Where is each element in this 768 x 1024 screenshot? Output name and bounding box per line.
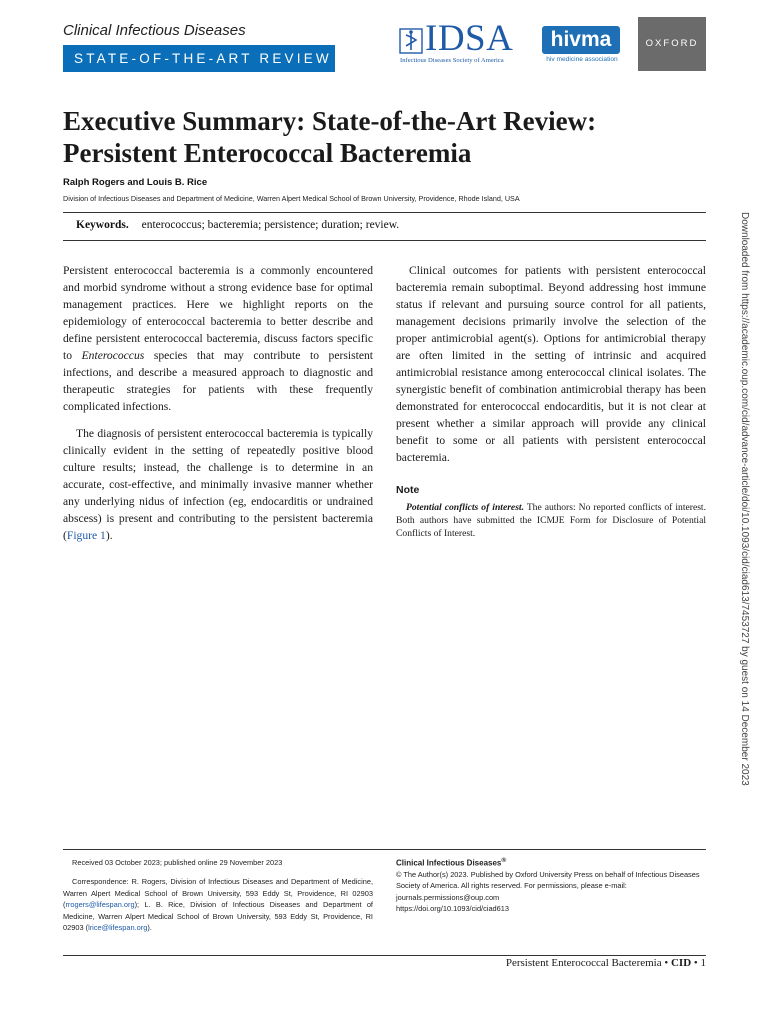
article-affiliation: Division of Infectious Diseases and Department of Medicine, Warren Alpert Medical School of Brown University, Providence, Rhode Island, USA: [63, 194, 520, 203]
footer-right: [396, 855, 706, 915]
figure-1-link[interactable]: Figure 1: [66, 529, 106, 542]
note-body: [396, 501, 706, 540]
running-foot-separator-2: •: [693, 957, 698, 969]
note-label: Potential conflicts of interest.: [406, 502, 524, 513]
idsa-logo-text: IDSA: [425, 18, 514, 59]
paragraph-2-text-a: The diagnosis of persistent enterococcal bacteremia is typically clinically evident in the setting of repeatedly positive blood culture results; instead, the challenge is to determine in an accurate, cost-effective, and minimally invasive manner whether any underlying nidus of infection (eg, endocarditis or undrained abscess) is present and contributing to the persistent bacteremia (: [63, 427, 373, 542]
paragraph-1-text-a: Persistent enterococcal bacteremia is a commonly encountered and morbid syndrome without a strong evidence base for optimal management practices. Here we highlight reports on the epidemiology of enterococcal bacteremia to better describe and define persistent enterococcal bacteremia, discuss factors specific to: [63, 264, 373, 362]
hivma-logo: [542, 26, 624, 66]
note-heading: Note: [396, 484, 420, 496]
page-number: 1: [700, 957, 706, 969]
paragraph-3: Clinical outcomes for patients with persistent enterococcal bacteremia remain suboptimal. Beyond addressing host immune status if relevant and pursuing source control for all patients, management decisions primarily involve the selection of the proper antimicrobial agent(s). Options for antimicrobial therapy are often limited in the setting of intrinsic and acquired antimicrobial resistance among enterococcal clinical isolates. The synergistic benefit of combination antimicrobial therapy has been demonstrated for enterococcal endocarditis, but it is not clear at present whether a similar approach will provide any clinical benefit to some or all patients with persistent enterococcal bacteremia.: [396, 264, 706, 464]
hivma-logo-text: hivma: [542, 26, 620, 54]
correspondence: [63, 876, 373, 933]
correspondence-text-c: ).: [147, 923, 152, 933]
paragraph-1-genus: Enterococcus: [81, 349, 145, 362]
running-foot-rule: [63, 955, 706, 956]
copyright-text: © The Author(s) 2023. Published by Oxford University Press on behalf of Infectious Diseases Society of America. All rights reserved. For permissions, please e-mail: journals.permissions@oup.com: [396, 870, 700, 902]
email-link-rogers[interactable]: rrogers@lifespan.org: [65, 900, 135, 910]
journal-name: Clinical Infectious Diseases: [63, 22, 246, 39]
keywords-line: [76, 219, 399, 231]
doi-text[interactable]: https://doi.org/10.1093/cid/ciad613: [396, 904, 509, 914]
email-link-rice[interactable]: lrice@lifespan.org: [88, 923, 148, 933]
footer-left: [63, 857, 373, 933]
download-watermark-text: Downloaded from https://academic.oup.com/cid/advance-article/doi/10.1093/cid/ciad613/7453727 by guest on 14 December 2023: [739, 212, 750, 786]
oxford-logo: OXFORD: [638, 17, 706, 71]
running-foot-separator-1: •: [664, 957, 669, 969]
paragraph-1-text-b: species that may contribute to persistent infections, and describe a measured approach to diagnostic and therapeutic strategies for patients with these frequently complicated infections.: [63, 349, 373, 413]
running-foot: [506, 957, 706, 969]
section-banner: STATE-OF-THE-ART REVIEW: [63, 45, 335, 72]
note-text: The authors: No reported conflicts of interest. Both authors have submitted the ICMJE Form for Disclosure of Potential Conflicts of Interest.: [396, 502, 706, 539]
footer-journal-mark: ®: [501, 857, 507, 864]
article-authors: Ralph Rogers and Louis B. Rice: [63, 177, 208, 188]
correspondence-text-a: Correspondence: R. Rogers, Division of Infectious Diseases and Department of Medicine, Warren Alpert Medical School of Brown University, 593 Eddy St, Providence, RI 02903 (: [63, 877, 373, 910]
idsa-logo: [398, 18, 536, 66]
correspondence-text-b: ); L. B. Rice, Division of Infectious Diseases and Department of Medicine, Warren Alpert Medical School of Brown University, 593 Eddy St, Providence, RI 02903 (: [63, 900, 373, 933]
keywords-list: enterococcus; bacteremia; persistence; duration; review.: [141, 219, 400, 231]
received-date: Received 03 October 2023; published online 29 November 2023: [72, 858, 283, 867]
body-column-left: [63, 262, 373, 544]
footer-journal-title: Clinical Infectious Diseases: [396, 858, 502, 868]
keywords-rule-bottom: [63, 240, 706, 241]
keywords-label: Keywords.: [76, 219, 129, 231]
running-foot-title: Persistent Enterococcal Bacteremia: [505, 957, 662, 969]
running-foot-journal: CID: [670, 957, 692, 969]
footer-journal-name: [396, 855, 706, 869]
download-watermark: [734, 212, 754, 812]
footer-rule: [63, 849, 706, 850]
article-title: Executive Summary: State-of-the-Art Review: Persistent Enterococcal Bacteremia: [63, 106, 597, 168]
paragraph-2-text-b: ).: [105, 529, 113, 542]
paragraph-2: [63, 425, 373, 544]
paragraph-1: [63, 262, 373, 415]
keywords-rule-top: [63, 212, 706, 213]
hivma-logo-subtitle: hiv medicine association: [546, 56, 618, 63]
idsa-logo-subtitle: Infectious Diseases Society of America: [400, 57, 504, 64]
idsa-emblem-icon: [398, 26, 424, 56]
body-column-right: [396, 262, 706, 540]
